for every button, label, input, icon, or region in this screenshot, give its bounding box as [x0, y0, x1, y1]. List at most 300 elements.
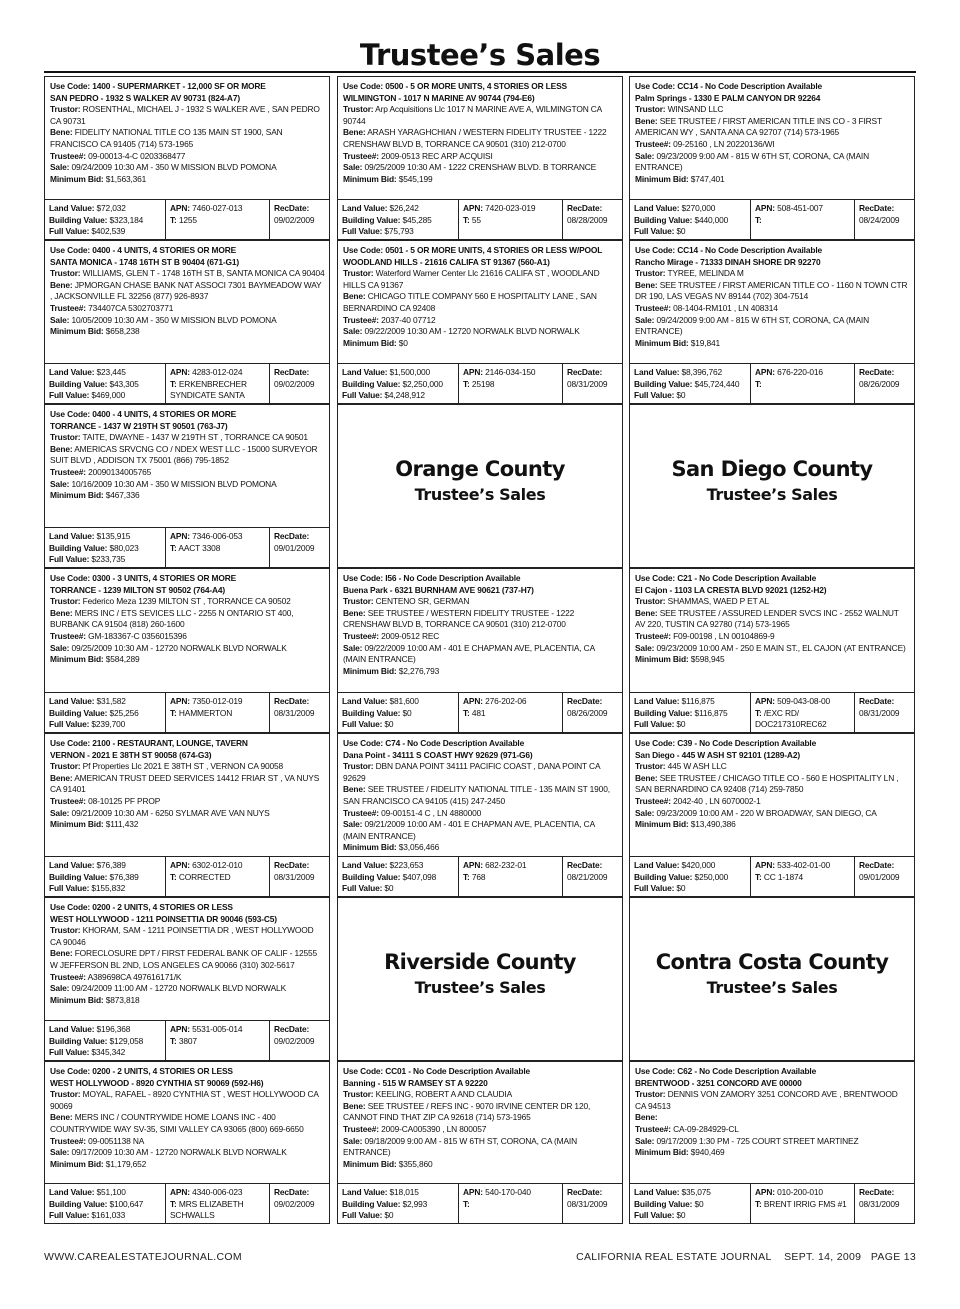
trustee-number-value: 20090134005765 — [88, 466, 152, 477]
listing-details — [630, 1062, 914, 1159]
recdate-block — [855, 857, 914, 896]
building-value-value: $43,305 — [109, 378, 139, 389]
trustor — [343, 761, 618, 784]
minimum-bid-label: Minimum Bid: — [343, 173, 397, 184]
tract-label: T: — [755, 378, 762, 389]
tract-value: BRENT IRRIG FMS #1 — [763, 1198, 847, 1209]
trustor-value: WILLIAMS, GLEN T - 1748 16TH ST B, SANTA MONICA CA 90404 — [82, 268, 325, 279]
apn-label: APN: — [463, 696, 483, 706]
apn — [463, 696, 559, 708]
sale-label: Sale: — [343, 162, 363, 173]
full-value — [49, 883, 162, 895]
trustor-label: Trustor: — [50, 925, 81, 936]
bene — [50, 773, 325, 796]
minimum-bid — [343, 842, 618, 854]
minimum-bid — [50, 490, 325, 502]
listing-card[interactable] — [44, 568, 330, 733]
trustee-number-label: Trustee#: — [635, 302, 671, 313]
bene — [635, 280, 910, 303]
building-value-label: Building Value: — [49, 871, 108, 882]
recdate-block — [855, 364, 914, 403]
use-code-value: Use Code: C62 - No Code Description Available — [635, 1066, 817, 1076]
apn-block — [459, 200, 563, 239]
listing-card[interactable] — [337, 1061, 623, 1224]
building-value-label: Building Value: — [342, 214, 401, 225]
tract-label: T: — [170, 707, 177, 718]
property-address — [343, 1078, 618, 1090]
values-block — [45, 857, 166, 896]
listing-card[interactable] — [44, 404, 330, 568]
county-subtitle: Trustee’s Sales — [706, 485, 838, 504]
use-code — [343, 738, 618, 750]
use-code — [50, 1066, 325, 1078]
land-value — [49, 1024, 162, 1036]
minimum-bid — [635, 819, 910, 831]
land-value — [342, 1187, 455, 1199]
tract — [170, 379, 266, 402]
bene — [343, 127, 618, 150]
building-value-label: Building Value: — [49, 214, 108, 225]
minimum-bid-value: $111,432 — [105, 819, 139, 830]
trustor-value: TAITE, DWAYNE - 1437 W 219TH ST , TORRANCE CA 90501 — [82, 432, 308, 443]
building-value-value: $407,098 — [402, 871, 437, 882]
use-code-value: Use Code: 0500 - 5 OR MORE UNITS, 4 STORIES OR LESS — [343, 81, 567, 91]
property-address-value: Palm Springs - 1330 E PALM CANYON DR 92264 — [635, 92, 821, 103]
apn-value: 676-220-016 — [777, 367, 823, 377]
land-value-value: $51,100 — [96, 1187, 126, 1197]
trustor-label: Trustor: — [635, 761, 666, 772]
recdate-value: 08/31/2009 — [859, 707, 900, 718]
building-value-label: Building Value: — [634, 871, 693, 882]
property-address — [343, 93, 618, 105]
land-value-value: $18,015 — [389, 1187, 419, 1197]
sale-label: Sale: — [635, 150, 655, 161]
apn-value: 7350-012-019 — [192, 696, 243, 706]
tract-label: T: — [463, 1198, 470, 1209]
full-value — [49, 390, 162, 402]
listing-values — [338, 856, 622, 896]
apn-label: APN: — [170, 531, 190, 541]
recdate-label-text: RecDate: — [274, 860, 310, 870]
trustee-number-label: Trustee#: — [50, 466, 86, 477]
use-code — [635, 1066, 910, 1078]
listing-card[interactable] — [44, 733, 330, 897]
full-value — [49, 1047, 162, 1059]
full-value — [634, 1210, 747, 1222]
full-value-value: $0 — [676, 226, 686, 237]
land-value-label: Land Value: — [342, 860, 388, 870]
apn-block — [166, 1184, 270, 1223]
county-promo-box — [629, 897, 915, 1061]
sale — [50, 808, 325, 820]
listing-details — [45, 569, 329, 666]
full-value — [342, 883, 455, 895]
county-name: Orange County — [395, 457, 565, 481]
use-code-value: Use Code: 0501 - 5 OR MORE UNITS, 4 STORIES OR LESS W/POOL — [343, 245, 603, 255]
trustee-number — [343, 631, 618, 643]
land-value-value: $76,389 — [96, 860, 126, 870]
bene-label: Bene: — [343, 607, 366, 618]
apn-block — [166, 693, 270, 732]
recdate-label — [859, 1187, 911, 1199]
apn-label: APN: — [463, 860, 483, 870]
tract-value: ERKENBRECHER SYNDICATE SANTA — [170, 378, 247, 401]
apn-label: APN: — [170, 696, 190, 706]
land-value-label: Land Value: — [49, 203, 95, 213]
tract-label: T: — [463, 214, 470, 225]
recdate-label — [859, 203, 911, 215]
apn-value: 7346-006-053 — [192, 531, 243, 541]
full-value-label: Full Value: — [634, 390, 675, 401]
land-value — [342, 203, 455, 215]
sale — [50, 315, 325, 327]
property-address — [343, 750, 618, 762]
property-address — [635, 585, 910, 597]
listing-card[interactable] — [337, 733, 623, 897]
trustor — [50, 1089, 325, 1112]
sale-value: 09/22/2009 10:30 AM - 12720 NORWALK BLVD NORWALK — [364, 326, 580, 337]
trustor-label: Trustor: — [635, 1089, 666, 1100]
use-code-value: Use Code: 0400 - 4 UNITS, 4 STORIES OR MORE — [50, 245, 237, 255]
property-address-value: San Diego - 445 W ASH ST 92101 (1289-A2) — [635, 749, 800, 760]
building-value-value: $0 — [694, 1198, 704, 1209]
minimum-bid-value: $1,179,652 — [105, 1158, 147, 1169]
apn-block — [751, 200, 855, 239]
tract-label: T: — [170, 1198, 177, 1209]
bene-value: FIDELITY NATIONAL TITLE CO 135 MAIN ST 1900, SAN FRANCISCO CA 91405 (714) 573-1965 — [50, 127, 283, 149]
trustee-number — [50, 1136, 325, 1148]
apn-label: APN: — [170, 1024, 190, 1034]
use-code-value: Use Code: 1400 - SUPERMARKET - 12,000 SF OR MORE — [50, 81, 266, 91]
minimum-bid-value: $355,860 — [398, 1158, 433, 1169]
trustor-value: KHORAM, SAM - 1211 POINSETTIA DR , WEST HOLLYWOOD CA 90046 — [50, 925, 314, 947]
bene-label: Bene: — [50, 443, 73, 454]
full-value-value: $0 — [384, 1210, 394, 1221]
tract — [755, 872, 851, 884]
property-address-value: WOODLAND HILLS - 21616 CALIFA ST 91367 (560-A1) — [343, 256, 550, 267]
bene-label: Bene: — [635, 607, 658, 618]
minimum-bid-value: $545,199 — [398, 173, 433, 184]
minimum-bid-value: $873,818 — [105, 994, 140, 1005]
trustor — [635, 1089, 910, 1112]
trustor — [50, 925, 325, 948]
recdate-label-text: RecDate: — [274, 203, 310, 213]
building-value-value: $2,993 — [402, 1198, 428, 1209]
full-value — [49, 226, 162, 238]
listing-details — [630, 569, 914, 666]
recdate-label-text: RecDate: — [567, 203, 603, 213]
trustor — [343, 268, 618, 291]
listing-card[interactable] — [629, 568, 915, 733]
recdate-label — [274, 860, 326, 872]
recdate-label — [274, 531, 326, 543]
full-value-label: Full Value: — [49, 1047, 90, 1058]
land-value-label: Land Value: — [49, 367, 95, 377]
listing-card[interactable] — [629, 76, 915, 240]
full-value — [634, 719, 747, 731]
recdate-block — [855, 200, 914, 239]
bene — [343, 291, 618, 314]
listing-values — [338, 199, 622, 239]
full-value — [49, 719, 162, 731]
property-address — [50, 585, 325, 597]
trustee-number-label: Trustee#: — [343, 807, 379, 818]
recdate-label — [567, 696, 619, 708]
listing-values — [45, 199, 329, 239]
use-code — [50, 409, 325, 421]
sale — [343, 819, 618, 842]
sale-value: 09/21/2009 10:30 AM - 6250 SYLMAR AVE VAN NUYS — [71, 807, 270, 818]
use-code — [635, 738, 910, 750]
recdate-label — [567, 1187, 619, 1199]
bene-value: MERS INC / ETS SEVICES LLC - 2255 N ONTARIO ST 400, BURBANK CA 91504 (818) 260-1600 — [50, 607, 294, 630]
bene-value: SEE TRUSTEE / FIRST AMERICAN TITLE INS CO - 3 FIRST AMERICAN WY , SANTA ANA CA 92707 (714) 573-1965 — [635, 115, 882, 138]
land-value-label: Land Value: — [49, 1187, 95, 1197]
minimum-bid-label: Minimum Bid: — [50, 490, 104, 501]
bene — [343, 1101, 618, 1124]
apn — [463, 860, 559, 872]
building-value-label: Building Value: — [342, 378, 401, 389]
minimum-bid-label: Minimum Bid: — [635, 173, 689, 184]
sale-label: Sale: — [50, 478, 70, 489]
building-value — [342, 872, 455, 884]
sale — [635, 151, 910, 174]
trustee-number-label: Trustee#: — [343, 630, 379, 641]
land-value — [49, 860, 162, 872]
building-value-value: $440,000 — [694, 214, 729, 225]
recdate-block — [855, 693, 914, 732]
listing-details — [45, 734, 329, 831]
full-value-value: $0 — [384, 719, 394, 730]
recdate-value: 08/28/2009 — [567, 214, 608, 225]
listing-card[interactable] — [337, 240, 623, 404]
county-name: San Diego County — [671, 457, 873, 481]
tract — [755, 379, 851, 391]
tract-value: 55 — [471, 214, 481, 225]
use-code — [343, 1066, 618, 1078]
listing-details — [45, 77, 329, 185]
land-value-value: $31,582 — [96, 696, 126, 706]
minimum-bid — [343, 1159, 618, 1171]
full-value-value: $469,000 — [91, 390, 126, 401]
full-value-value: $0 — [676, 390, 686, 401]
land-value-label: Land Value: — [342, 203, 388, 213]
tract-label: T: — [463, 707, 470, 718]
recdate-label — [859, 367, 911, 379]
values-block — [45, 200, 166, 239]
tract — [463, 215, 559, 227]
full-value-value: $4,248,912 — [384, 390, 425, 401]
trustee-number-label: Trustee#: — [50, 795, 86, 806]
recdate-label — [859, 696, 911, 708]
property-address-value: WEST HOLLYWOOD - 1211 POINSETTIA DR 90046 (593-C5) — [50, 913, 277, 924]
land-value-value: $223,653 — [389, 860, 424, 870]
building-value — [634, 1199, 747, 1211]
apn — [170, 531, 266, 543]
listing-card[interactable] — [629, 240, 915, 404]
listing-card[interactable] — [337, 568, 623, 733]
tract — [170, 708, 266, 720]
listing-values — [45, 363, 329, 403]
minimum-bid-value: $598,945 — [690, 654, 725, 665]
values-block — [630, 364, 751, 403]
bene-value: SEE TRUSTEE / FIRST AMERICAN TITLE CO - 1160 N TOWN CTR DR 190, LAS VEGAS NV 89144 (702) 304-7514 — [635, 279, 908, 302]
minimum-bid-value: $1,563,361 — [105, 173, 147, 184]
use-code — [50, 902, 325, 914]
values-block — [630, 200, 751, 239]
listing-details — [338, 241, 622, 349]
tract-label: T: — [755, 1198, 762, 1209]
recdate-label — [567, 203, 619, 215]
land-value — [634, 860, 747, 872]
land-value-label: Land Value: — [342, 367, 388, 377]
trustee-number — [343, 1124, 618, 1136]
trustee-number-value: 08-1404-RM101 , LN 408314 — [673, 302, 778, 313]
apn-label: APN: — [755, 696, 775, 706]
listing-card[interactable] — [44, 1061, 330, 1224]
full-value-label: Full Value: — [634, 719, 675, 730]
tract — [170, 215, 266, 227]
building-value — [342, 1199, 455, 1211]
recdate-block — [270, 1184, 329, 1223]
apn-value: 682-232-01 — [485, 860, 527, 870]
county-subtitle: Trustee’s Sales — [414, 485, 546, 504]
full-value-value: $0 — [676, 1210, 686, 1221]
trustor — [343, 104, 618, 127]
recdate-label — [274, 367, 326, 379]
bene-label: Bene: — [50, 607, 73, 618]
land-value — [634, 367, 747, 379]
full-value-value: $155,832 — [91, 883, 126, 894]
full-value-value: $239,700 — [91, 719, 126, 730]
sale-value: 09/25/2009 10:30 AM - 1222 CRENSHAW BLVD. B TORRANCE — [364, 162, 597, 173]
full-value-label: Full Value: — [49, 719, 90, 730]
land-value-value: $23,445 — [96, 367, 126, 377]
property-address-value: Dana Point - 34111 S COAST HWY 92629 (971-G6) — [343, 749, 533, 760]
property-address — [50, 257, 325, 269]
trustor-label: Trustor: — [50, 268, 81, 279]
trustor — [343, 596, 618, 608]
listing-card[interactable] — [629, 1061, 915, 1224]
listing-card[interactable] — [44, 240, 330, 404]
trustor-value: WINSAND LLC — [667, 104, 724, 115]
recdate-label-text: RecDate: — [274, 367, 310, 377]
apn-value: 533-402-01-00 — [777, 860, 831, 870]
listing-values — [630, 363, 914, 403]
tract-value: CC 1-1874 — [763, 871, 804, 882]
full-value-label: Full Value: — [342, 883, 383, 894]
listing-values — [45, 1020, 329, 1060]
property-address-value: SANTA MONICA - 1748 16TH ST B 90404 (671-G1) — [50, 256, 240, 267]
full-value-value: $75,793 — [384, 226, 414, 237]
land-value-value: $196,368 — [96, 1024, 131, 1034]
trustor-value: Federico Meza 1239 MILTON ST , TORRANCE CA 90502 — [82, 596, 291, 607]
sale-label: Sale: — [343, 819, 363, 830]
listing-card[interactable] — [337, 76, 623, 240]
full-value-value: $161,033 — [91, 1210, 126, 1221]
minimum-bid-value: $747,401 — [690, 173, 725, 184]
building-value — [634, 872, 747, 884]
building-value-label: Building Value: — [342, 871, 401, 882]
trustee-number-label: Trustee#: — [343, 1123, 379, 1134]
building-value-value: $116,875 — [694, 707, 728, 718]
use-code — [343, 245, 618, 257]
full-value — [634, 390, 747, 402]
trustor-label: Trustor: — [635, 268, 666, 279]
tract-label: T: — [170, 871, 177, 882]
use-code-value: Use Code: CC14 - No Code Description Available — [635, 245, 823, 255]
recdate-label — [274, 1187, 326, 1199]
recdate-label-text: RecDate: — [567, 860, 603, 870]
tract-value: MRS ELIZABETH SCHWALLS — [170, 1198, 244, 1221]
full-value-label: Full Value: — [342, 226, 383, 237]
use-code — [343, 573, 618, 585]
building-value-value: $45,724,440 — [694, 378, 740, 389]
property-address — [50, 421, 325, 433]
sale-value: 09/23/2009 10:00 AM - 250 E MAIN ST., EL CAJON (AT ENTRANCE) — [656, 642, 906, 653]
land-value-label: Land Value: — [49, 696, 95, 706]
use-code-value: Use Code: C74 - No Code Description Available — [343, 738, 525, 748]
sale — [635, 643, 910, 655]
tract-label: T: — [463, 378, 470, 389]
bene-label: Bene: — [635, 279, 658, 290]
full-value — [342, 1210, 455, 1222]
sale — [50, 643, 325, 655]
trustor-label: Trustor: — [343, 596, 374, 607]
trustor-label: Trustor: — [50, 104, 81, 115]
building-value-label: Building Value: — [342, 1198, 401, 1209]
building-value-value: $45,285 — [402, 214, 432, 225]
tract-value: 1255 — [178, 214, 197, 225]
recdate-label — [567, 367, 619, 379]
listing-card[interactable] — [44, 897, 330, 1061]
bene — [635, 608, 910, 631]
listing-details — [338, 77, 622, 185]
trustor-value: 445 W ASH LLC — [667, 761, 727, 772]
property-address-value: El Cajon - 1103 LA CRESTA BLVD 92021 (1252-H2) — [635, 584, 827, 595]
trustee-number — [50, 631, 325, 643]
land-value-label: Land Value: — [49, 1024, 95, 1034]
minimum-bid-label: Minimum Bid: — [343, 665, 397, 676]
tract-label: T: — [170, 214, 177, 225]
bene-label: Bene: — [343, 291, 366, 302]
trustor-value: DENNIS VON ZAMORY 3251 CONCORD AVE , BRENTWOOD CA 94513 — [635, 1089, 898, 1111]
sale-value: 09/24/2009 11:00 AM - 12720 NORWALK BLVD NORWALK — [71, 983, 287, 994]
full-value-value: $0 — [384, 883, 394, 894]
property-address-value: WILMINGTON - 1017 N MARINE AV 90744 (794-E6) — [343, 92, 535, 103]
use-code — [635, 573, 910, 585]
listing-details — [338, 1062, 622, 1170]
land-value-value: $116,875 — [681, 696, 715, 706]
apn-value: 276-202-06 — [485, 696, 527, 706]
trustee-number-value: 734407CA 5302703771 — [88, 302, 174, 313]
bene — [635, 1112, 910, 1124]
use-code-value: Use Code: CC01 - No Code Description Available — [343, 1066, 531, 1076]
listing-card[interactable] — [44, 76, 330, 240]
land-value-value: $35,075 — [681, 1187, 711, 1197]
recdate-block — [270, 693, 329, 732]
listing-card[interactable] — [629, 733, 915, 897]
apn-label: APN: — [755, 203, 775, 213]
sale — [50, 479, 325, 491]
listing-details — [630, 241, 914, 349]
bene-label: Bene: — [50, 772, 73, 783]
recdate-label — [567, 860, 619, 872]
apn-block — [459, 857, 563, 896]
land-value-value: $420,000 — [681, 860, 716, 870]
minimum-bid-value: $2,276,793 — [398, 665, 440, 676]
listing-details — [630, 734, 914, 831]
